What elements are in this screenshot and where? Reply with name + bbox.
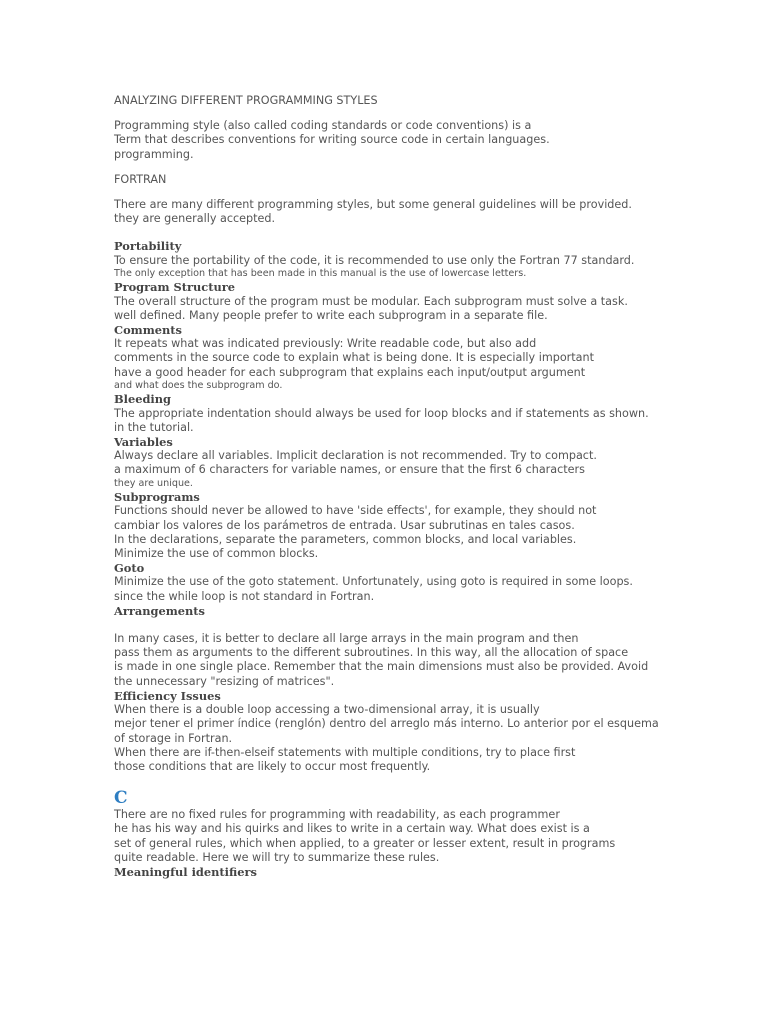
spacer [114,226,714,239]
section-line: Minimize the use of common blocks. [114,547,319,561]
section-heading-comments: Comments [114,323,182,338]
section-line: Always declare all variables. Implicit declaration is not recommended. Try to compact. [114,449,597,463]
section-line: Minimize the use of the goto statement. Unfortunately, using goto is required in some loops. [114,575,633,589]
section-line: the unnecessary "resizing of matrices". [114,674,335,688]
c-line: he has his way and his quirks and likes to write in a certain way. What does exist is a [114,822,590,836]
c-line: quite readable. Here we will try to summarize these rules. [114,850,440,864]
section-line: When there are if-then-elseif statements with multiple conditions, try to place first [114,745,576,759]
section-line: have a good header for each subprogram that explains each input/output argument [114,365,586,379]
section-heading-bleeding: Bleeding [114,392,171,407]
section-line: a maximum of 6 characters for variable names, or ensure that the first 6 characters [114,463,585,477]
c-section-heading: C [114,788,128,809]
document-title: ANALYZING DIFFERENT PROGRAMMING STYLES [114,94,378,107]
section-line: comments in the source code to explain what is being done. It is especially important [114,351,594,365]
section-heading-portability: Portability [114,239,182,254]
section-heading-meaningful-identifiers: Meaningful identifiers [114,864,257,879]
fortran-intro-line: There are many different programming styles, but some general guidelines will be provided. [114,198,632,212]
section-line: well defined. Many people prefer to write each subprogram in a separate file. [114,308,548,322]
spacer [114,108,714,119]
section-small-line: they are unique. [114,477,193,489]
section-line: pass them as arguments to the different subroutines. In this way, all the allocation of space [114,646,629,660]
section-heading-subprograms: Subprograms [114,490,200,505]
c-line: set of general rules, which when applied, to a greater or lesser extent, result in programs [114,836,616,850]
section-heading-variables: Variables [114,435,173,450]
section-line: cambiar los valores de los parámetros de entrada. Usar subrutinas en tales casos. [114,518,575,532]
spacer [114,162,714,173]
document-body [114,94,714,879]
fortran-intro-line: they are generally accepted. [114,212,276,226]
section-heading-goto: Goto [114,561,145,576]
section-line: To ensure the portability of the code, it is recommended to use only the Fortran 77 standard. [114,253,635,267]
section-heading-efficiency: Efficiency Issues [114,688,221,703]
fortran-label: FORTRAN [114,172,167,186]
section-line: of storage in Fortran. [114,731,233,745]
intro-line: Term that describes conventions for writing source code in certain languages. [114,133,550,147]
section-line: since the while loop is not standard in Fortran. [114,589,375,603]
intro-line: Programming style (also called coding standards or code conventions) is a [114,119,532,133]
section-line: in the tutorial. [114,420,194,434]
section-line: The overall structure of the program must be modular. Each subprogram must solve a task. [114,294,628,308]
section-small-line: and what does the subprogram do. [114,379,283,391]
spacer [114,618,714,632]
spacer [114,187,714,198]
section-line: mejor tener el primer índice (renglón) dentro del arreglo más interno. Lo anterior por el esquema [114,717,659,731]
section-heading-arrangements: Arrangements [114,603,205,618]
section-line: When there is a double loop accessing a two-dimensional array, it is usually [114,703,540,717]
spacer [114,774,714,788]
section-line: those conditions that are likely to occur most frequently. [114,759,431,773]
intro-line: programming. [114,147,194,161]
section-small-line: The only exception that has been made in this manual is the use of lowercase letters. [114,267,527,279]
section-line: is made in one single place. Remember that the main dimensions must also be provided. Avoid [114,660,649,674]
section-line: Functions should never be allowed to have 'side effects', for example, they should not [114,504,597,518]
c-line: There are no fixed rules for programming with readability, as each programmer [114,808,560,822]
section-line: In many cases, it is better to declare all large arrays in the main program and then [114,632,579,646]
section-line: The appropriate indentation should always be used for loop blocks and if statements as shown. [114,406,649,420]
section-line: It repeats what was indicated previously: Write readable code, but also add [114,337,537,351]
section-line: In the declarations, separate the parameters, common blocks, and local variables. [114,532,577,546]
section-heading-program-structure: Program Structure [114,280,236,295]
